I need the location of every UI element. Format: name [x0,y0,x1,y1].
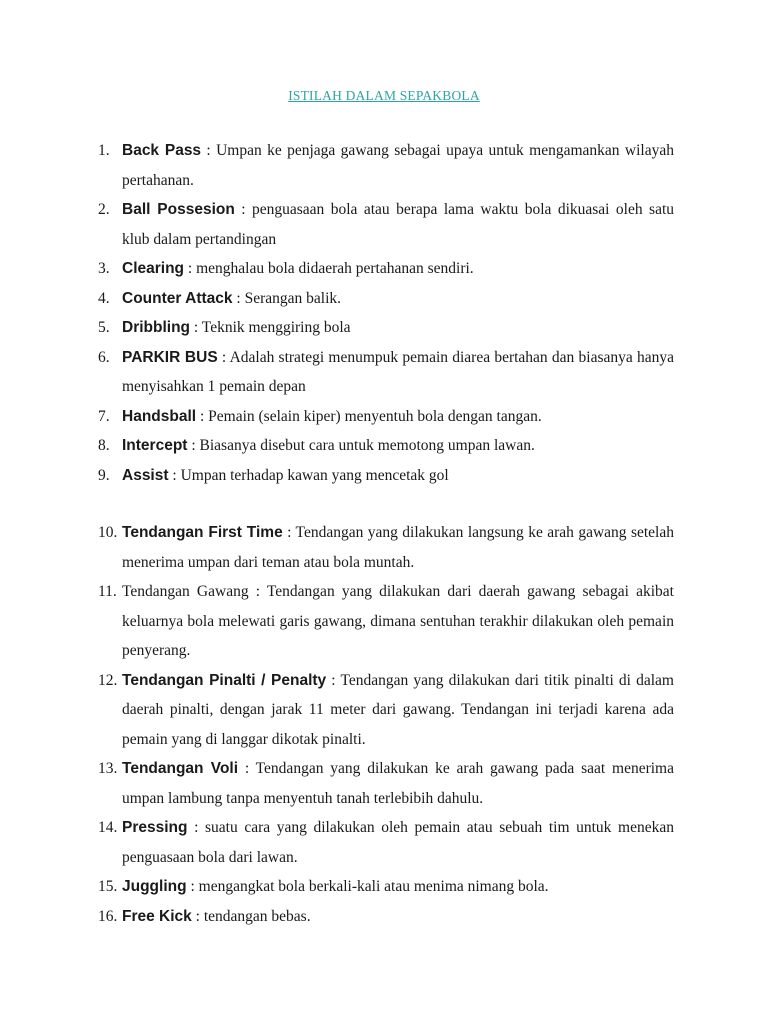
item-term: Tendangan Voli [122,760,239,777]
item-number: 8. [98,437,110,454]
item-description: : mengangkat bola berkali-kali atau menima nimang bola. [186,878,549,895]
term-list [98,136,674,931]
list-item [98,872,674,902]
list-item [98,431,674,461]
item-number: 10. [98,524,118,541]
item-description: : Serangan balik. [232,289,342,307]
item-term: Juggling [122,878,187,895]
item-number: 5. [98,319,110,336]
item-term: Ball Possesion [122,201,235,218]
item-term: Dribbling [122,319,191,336]
item-term: Clearing [122,260,185,277]
item-term: Free Kick [122,907,192,925]
list-item [98,254,674,284]
list-item [98,195,674,254]
item-number: 9. [98,466,110,484]
item-description: : Pemain (selain kiper) menyentuh bola dengan tangan. [196,407,542,425]
item-number: 14. [98,819,118,836]
item-term: Handsball [122,407,197,425]
item-term: Assist [122,466,169,484]
list-item [98,666,674,755]
item-description: : Biasanya disebut cara untuk memotong umpan lawan. [187,437,535,454]
item-term: Intercept [122,437,188,454]
list-item [98,284,674,314]
item-term: Tendangan First Time [122,524,283,541]
item-number: 16. [98,907,118,925]
list-item [98,402,674,432]
document-title: ISTILAH DALAM SEPAKBOLA [288,88,480,103]
item-term: Tendangan Pinalti / Penalty [122,671,327,689]
list-item [98,902,674,932]
item-number: 3. [98,260,110,277]
item-number: 11. [98,583,117,600]
item-description: : Umpan terhadap kawan yang mencetak gol [168,466,449,484]
item-number: 7. [98,407,110,425]
list-spacer [98,490,674,518]
item-description: : Teknik menggiring bola [190,319,351,336]
item-description: : penguasaan bola atau berapa lama waktu bola dikuasai oleh satu klub dalam pertandingan [122,201,675,248]
list-item [98,343,674,402]
item-number: 12. [98,671,118,689]
list-item [98,518,674,577]
item-number: 15. [98,878,118,895]
item-description: : suatu cara yang dilakukan oleh pemain atau sebuah tim untuk menekan penguasaan bola dari lawan. [122,819,674,866]
list-item [98,313,674,343]
item-number: 2. [98,201,110,218]
item-description: : Tendangan yang dilakukan dari titik pinalti di dalam daerah pinalti, dengan jarak 11 meter dari gawang. Tendangan ini terjadi karena ada pemain yang di langgar dikotak pinalti. [122,671,674,748]
item-term: Pressing [122,819,188,836]
item-description: : Tendangan yang dilakukan ke arah gawang pada saat menerima umpan lambung tanpa menyentuh tanah terlebibih dahulu. [122,760,674,807]
item-description: : Adalah strategi menumpuk pemain diarea bertahan dan biasanya hanya menyisahkan 1 pemain depan [122,348,674,395]
item-description: : Umpan ke penjaga gawang sebagai upaya untuk mengamankan wilayah pertahanan. [122,142,674,189]
item-term: Back Pass [122,142,202,159]
item-number: 13. [98,760,118,777]
item-term: PARKIR BUS [122,348,218,366]
list-item [98,577,674,666]
list-item [98,136,674,195]
item-description: : tendangan bebas. [191,907,311,925]
item-number: 1. [98,142,110,159]
list-item [98,813,674,872]
item-term: Counter Attack [122,289,233,307]
item-number: 6. [98,348,110,366]
item-description: : menghalau bola didaerah pertahanan sendiri. [184,260,474,277]
item-description: : Tendangan yang dilakukan langsung ke arah gawang setelah menerima umpan dari teman atau bola muntah. [122,524,674,571]
item-description: Tendangan Gawang : Tendangan yang dilakukan dari daerah gawang sebagai akibat keluarnya bola melewati garis gawang, dimana sentuhan terakhir dilakukan oleh pemain penyerang. [122,583,674,659]
item-number: 4. [98,289,110,307]
list-item [98,754,674,813]
list-item [98,461,674,491]
